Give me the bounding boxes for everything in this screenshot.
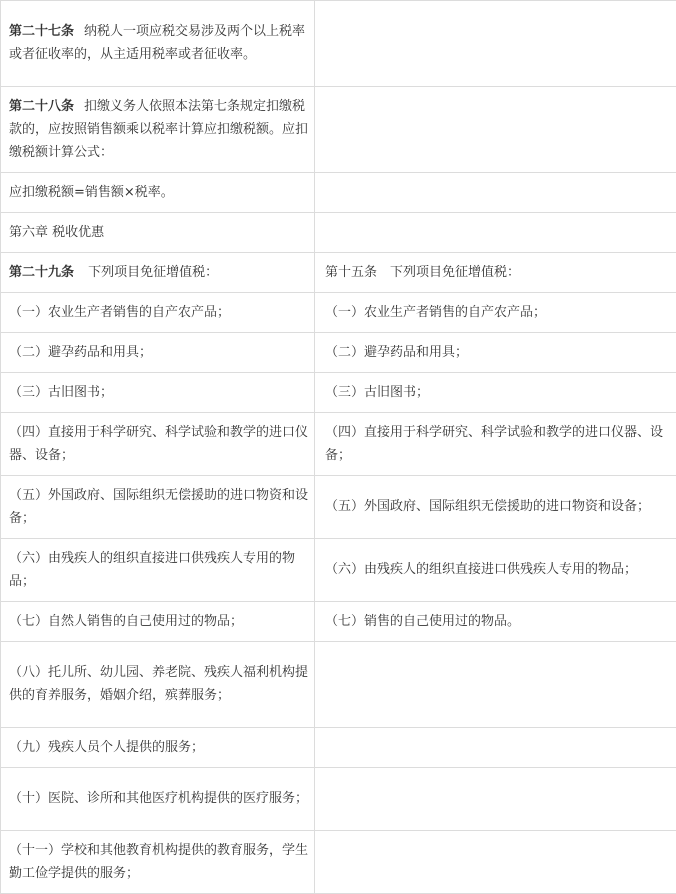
draft-law-cell <box>1 87 315 173</box>
draft-law-cell <box>1 831 315 894</box>
draft-law-cell <box>1 539 315 602</box>
current-regulation-cell <box>315 768 676 831</box>
cell-text: （十）医院、诊所和其他医疗机构提供的医疗服务； <box>9 791 308 806</box>
current-regulation-cell <box>315 539 676 602</box>
current-regulation-cell <box>315 602 676 642</box>
table-row <box>1 253 676 293</box>
draft-law-cell <box>1 1 315 87</box>
table-row <box>1 87 676 173</box>
draft-law-cell <box>1 602 315 642</box>
table-row <box>1 768 676 831</box>
cell-text: （九）残疾人员个人提供的服务； <box>9 740 204 755</box>
article-number: 第二十八条 <box>9 99 74 114</box>
article-number: 第二十九条 <box>9 265 74 280</box>
table-row <box>1 293 676 333</box>
current-regulation-cell <box>315 413 676 476</box>
cell-text: 纳税人一项应税交易涉及两个以上税率或者征收率的，从主适用税率或者征收率。 <box>9 24 305 62</box>
table-row <box>1 476 676 539</box>
current-regulation-cell <box>315 213 676 253</box>
cell-text: （一）农业生产者销售的自产农产品； <box>325 305 546 320</box>
draft-law-cell <box>1 373 315 413</box>
table-body <box>1 1 676 894</box>
current-regulation-cell <box>315 173 676 213</box>
current-regulation-cell <box>315 1 676 87</box>
table-row <box>1 642 676 728</box>
cell-text: （八）托儿所、幼儿园、养老院、残疾人福利机构提供的育养服务，婚姻介绍，殡葬服务； <box>9 665 308 703</box>
current-regulation-cell <box>315 87 676 173</box>
draft-law-cell <box>1 213 315 253</box>
table-row <box>1 602 676 642</box>
current-regulation-cell <box>315 373 676 413</box>
current-regulation-cell <box>315 333 676 373</box>
draft-law-cell <box>1 728 315 768</box>
cell-text: （七）销售的自己使用过的物品。 <box>325 614 520 629</box>
cell-text: 应扣缴税额=销售额×税率。 <box>9 185 174 200</box>
cell-text: （六）由残疾人的组织直接进口供残疾人专用的物品； <box>9 551 295 589</box>
cell-text: （二）避孕药品和用具； <box>325 345 468 360</box>
draft-law-cell <box>1 253 315 293</box>
cell-text: （一）农业生产者销售的自产农产品； <box>9 305 230 320</box>
current-regulation-cell <box>315 293 676 333</box>
cell-text: （三）古旧图书； <box>325 385 429 400</box>
current-regulation-cell <box>315 728 676 768</box>
cell-text: （三）古旧图书； <box>9 385 113 400</box>
table-row <box>1 213 676 253</box>
article-number: 第二十七条 <box>9 24 74 39</box>
draft-law-cell <box>1 173 315 213</box>
cell-text: （六）由残疾人的组织直接进口供残疾人专用的物品； <box>325 562 637 577</box>
draft-law-cell <box>1 476 315 539</box>
current-regulation-cell <box>315 476 676 539</box>
draft-law-cell <box>1 413 315 476</box>
cell-text: （四）直接用于科学研究、科学试验和教学的进口仪器、设备； <box>325 425 663 463</box>
table-row <box>1 728 676 768</box>
cell-text: 下列项目免征增值税： <box>84 265 218 280</box>
table-row <box>1 413 676 476</box>
cell-text: （二）避孕药品和用具； <box>9 345 152 360</box>
table-row <box>1 333 676 373</box>
table-row <box>1 373 676 413</box>
table-row <box>1 539 676 602</box>
table-row <box>1 173 676 213</box>
draft-law-cell <box>1 642 315 728</box>
current-regulation-cell <box>315 831 676 894</box>
cell-text: 扣缴义务人依照本法第七条规定扣缴税款的，应按照销售额乘以税率计算应扣缴税额。应扣缴税额计算公式： <box>9 99 308 160</box>
draft-law-cell <box>1 768 315 831</box>
draft-law-cell <box>1 333 315 373</box>
draft-law-cell <box>1 293 315 333</box>
cell-text: （十一）学校和其他教育机构提供的教育服务，学生勤工俭学提供的服务； <box>9 843 308 881</box>
cell-text: （四）直接用于科学研究、科学试验和教学的进口仪器、设备； <box>9 425 308 463</box>
current-regulation-cell <box>315 642 676 728</box>
table-row <box>1 1 676 87</box>
cell-text: （七）自然人销售的自己使用过的物品； <box>9 614 243 629</box>
cell-text: 第十五条 下列项目免征增值税： <box>325 265 520 280</box>
cell-text: （五）外国政府、国际组织无偿援助的进口物资和设备； <box>9 488 308 526</box>
cell-text: （五）外国政府、国际组织无偿援助的进口物资和设备； <box>325 499 650 514</box>
cell-text: 第六章 税收优惠 <box>9 225 104 240</box>
table-row <box>1 831 676 894</box>
current-regulation-cell <box>315 253 676 293</box>
